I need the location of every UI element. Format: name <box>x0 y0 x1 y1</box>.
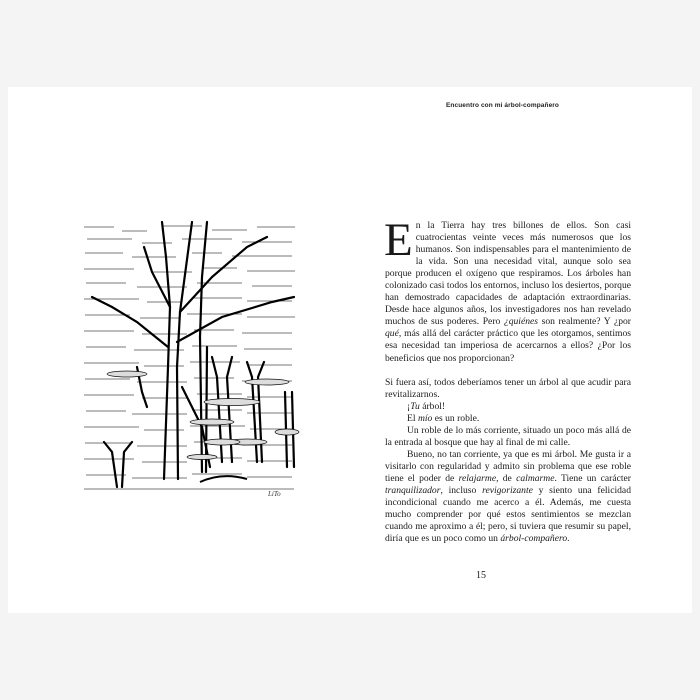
tree-drawing-icon <box>82 217 300 500</box>
text-run: , más allá del carácter práctico que les otorgamos, sentimos esa necesidad tan imperiosa de acercarnos a ellos? ¿Por los beneficios que nos proporcionan? <box>385 328 631 364</box>
emphasis: mío <box>417 412 433 424</box>
drop-cap: E <box>384 214 413 266</box>
text-run: ¡ <box>407 400 411 412</box>
paragraph-3 <box>385 401 631 413</box>
svg-text:LiTo: LiTo <box>268 490 281 498</box>
text-run: . <box>567 533 570 545</box>
text-run: , incluso <box>440 484 483 496</box>
emphasis: qué <box>385 328 399 340</box>
body-text <box>384 214 631 545</box>
paragraph-1 <box>384 214 631 365</box>
emphasis: ¿quiénes <box>503 316 538 328</box>
emphasis: revigorizante <box>482 484 533 496</box>
tree-illustration <box>82 217 300 500</box>
emphasis: calmarme <box>516 472 555 484</box>
text-run: y siento una felicidad incondicional cuando me acerco a él. Además, me cuesta mucho comprender por qué estos sentimientos se mezclan cuando me aproximo a él; pero, si tuviera que resumir su papel, diría que es un poco como un <box>385 484 631 545</box>
text-run: n la Tierra hay tres billones de ellos. Son casi cuatrocientas veinte veces más numerosos que los humanos. Son indispensables para el mantenimiento de la vida. Son una necesidad vital, aunque solo sea porque producen el oxígeno que respiramos. Los árboles han colonizado casi todos los entornos, incluso los desiertos, porque han demostrado capacidades de adaptación extraordinarias. Desde hace algunos años, los investigadores nos han revelado muchos de sus poderes. Pero <box>385 220 631 328</box>
text-run: , de <box>496 472 517 484</box>
emphasis: árbol-compañero <box>500 533 568 545</box>
emphasis: tranquilizador <box>385 484 441 496</box>
text-run: árbol! <box>419 400 446 412</box>
paragraph-5: Un roble de lo más corriente, situado un poco más allá de la entrada al bosque que hay al final de mi calle. <box>385 424 631 448</box>
emphasis: relajarme <box>458 472 497 484</box>
text-run: El <box>407 412 418 424</box>
paragraph-6 <box>385 449 631 545</box>
text-run: Bueno, no tan corriente, ya que es mi árbol. Me gusta ir a visitarlo con regularidad y admito sin problema que ese roble tiene el poder de <box>385 448 631 484</box>
page-number: 15 <box>476 570 486 581</box>
text-run: son realmente? Y ¿por <box>538 316 631 328</box>
paragraph-4 <box>385 413 631 425</box>
text-run: . Tiene un carácter <box>554 472 631 484</box>
running-head: Encuentro con mi árbol-compañero <box>446 102 559 109</box>
emphasis: Tu <box>410 400 420 412</box>
section-break <box>385 365 631 377</box>
text-run: es un roble. <box>432 412 480 424</box>
paragraph-2: Si fuera así, todos deberíamos tener un árbol al que acudir para revitalizarnos. <box>385 376 631 400</box>
